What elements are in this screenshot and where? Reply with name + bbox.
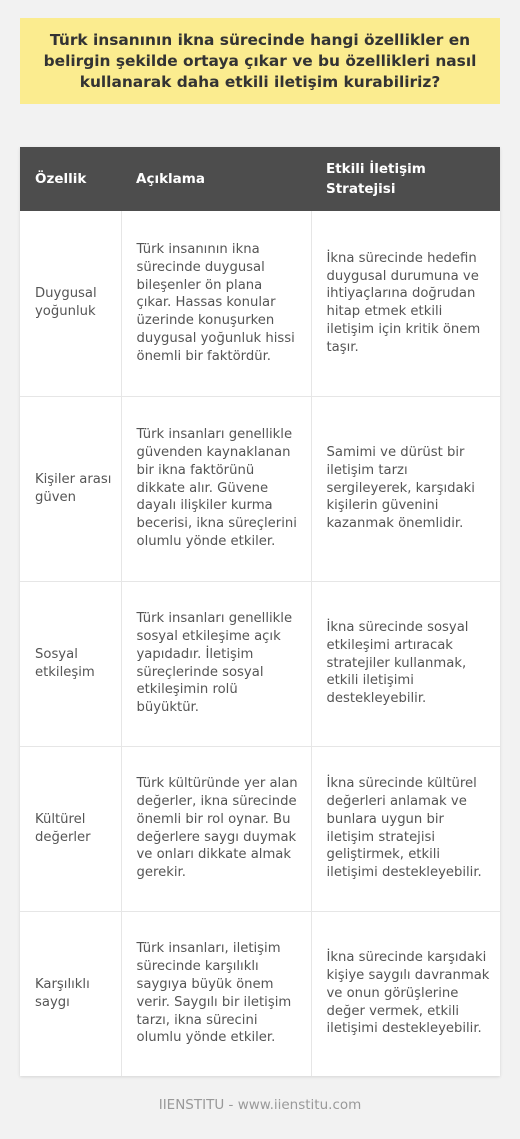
cell-feature: Kişiler arası güven	[20, 396, 121, 581]
table-row	[20, 396, 500, 581]
table-header-row	[20, 147, 500, 211]
cell-strategy: İkna sürecinde sosyal etkileşimi artıracak stratejiler kullanmak, etkili iletişimi destekleyebilir.	[311, 581, 500, 746]
cell-description: Türk insanları genellikle güvenden kaynaklanan bir ikna faktörünü dikkate alır. Güvene dayalı ilişkiler kurma becerisi, ikna süreçlerini olumlu yönde etkiler.	[121, 396, 311, 581]
comparison-table	[20, 147, 500, 1076]
table-row	[20, 211, 500, 396]
cell-strategy: İkna sürecinde karşıdaki kişiye saygılı davranmak ve onun görüşlerine değer vermek, etkili iletişimi destekleyebilir.	[311, 911, 500, 1076]
page-title: Türk insanının ikna sürecinde hangi özellikler en belirgin şekilde ortaya çıkar ve bu özellikleri nasıl kullanarak daha etkili iletişim kurabiliriz?	[43, 30, 477, 91]
cell-feature: Karşılıklı saygı	[35, 976, 90, 1010]
table-row	[20, 581, 500, 746]
cell-feature: Duygusal yoğunluk	[20, 211, 121, 396]
header-description: Açıklama	[121, 147, 311, 211]
table-row	[20, 911, 500, 1076]
cell-description: Türk kültüründe yer alan değerler, ikna sürecinde önemli bir rol oynar. Bu değerlere saygı duymak ve onları dikkate almak gerekir.	[121, 746, 311, 911]
cell-feature: Sosyal etkileşim	[20, 581, 121, 746]
cell-description: Türk insanları, iletişim sürecinde karşılıklı saygıya büyük önem verir. Saygılı bir iletişim tarzı, ikna sürecini olumlu yönde etkiler.	[121, 911, 311, 1076]
cell-feature: Kültürel değerler	[20, 746, 121, 911]
cell-strategy: İkna sürecinde hedefin duygusal durumuna ve ihtiyaçlarına doğrudan hitap etmek etkili iletişim için kritik önem taşır.	[311, 211, 500, 396]
cell-strategy: İkna sürecinde kültürel değerleri anlamak ve bunlara uygun bir iletişim stratejisi geliştirmek, etkili iletişimi destekleyebilir.	[311, 746, 500, 911]
cell-description: Türk insanının ikna sürecinde duygusal bileşenler ön plana çıkar. Hassas konular üzerinde konuşurken duygusal yoğunluk hissi önemli bir faktördür.	[121, 211, 311, 396]
header-feature: Özellik	[20, 147, 121, 211]
cell-strategy: Samimi ve dürüst bir iletişim tarzı sergileyerek, karşıdaki kişilerin güvenini kazanmak önemlidir.	[311, 396, 500, 581]
title-banner	[20, 18, 500, 104]
cell-description: Türk insanları genellikle sosyal etkileşime açık yapıdadır. İletişim süreçlerinde sosyal etkileşimin rolü büyüktür.	[121, 581, 311, 746]
header-strategy: Etkili İletişim Stratejisi	[311, 147, 500, 211]
table-row	[20, 746, 500, 911]
footer-credit: IIENSTITU - www.iienstitu.com	[158, 1097, 362, 1113]
